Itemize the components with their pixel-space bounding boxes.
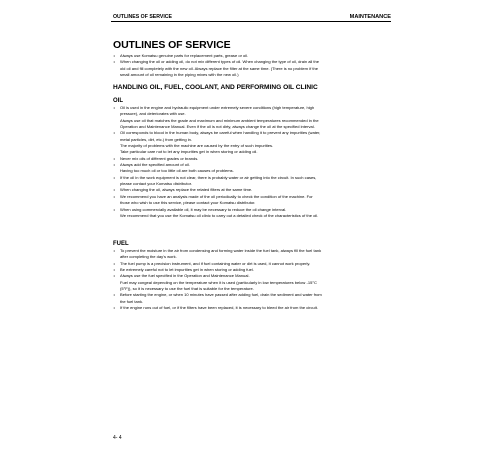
bullet-text-line: Before starting the engine, or when 10 minutes have passed after adding fuel, drain the sediment and water from <box>120 292 322 298</box>
oil-heading: OIL <box>113 98 123 104</box>
bullet-text-line: Always use the fuel specified in the Operation and Maintenance Manual. <box>120 273 250 279</box>
bullet-item <box>113 305 391 311</box>
bullet-text-line: When using commercially available oil, it may be necessary to reduce the oil change interval. <box>120 206 287 212</box>
bullet-icon: • <box>113 292 115 298</box>
fuel-heading: FUEL <box>113 241 129 247</box>
bullet-text-line: small amount of oil remaining in the piping mixes with the new oil.) <box>120 72 239 78</box>
bullet-text-line: We recommend you have an analysis made of the oil periodically to check the condition of the machine. For <box>120 193 313 199</box>
bullet-text-line: those who wish to use this service, please contact your Komatsu distributor. <box>120 200 256 206</box>
bullet-text-line: pressure), and deteriorates with use. <box>120 111 186 117</box>
bullet-text-line: If the engine runs out of fuel, or if the filters have been replaced, it is necessary to bleed the air from the circuit. <box>120 305 318 311</box>
bullet-text-line: Always use oil that matches the grade and maximum and minimum ambient temperatures recommended in the <box>120 117 319 123</box>
bullet-text-line: please contact your Komatsu distributor. <box>120 181 192 187</box>
bullet-text-line: old oil and fill completely with the new oil. Always replace the filter at the same time. (There is no problem if the <box>120 65 318 71</box>
bullet-icon: • <box>113 267 115 273</box>
bullet-item <box>113 207 391 220</box>
fuel-list <box>113 248 391 311</box>
bullet-text-line: Always use Komatsu genuine parts for replacement parts, grease or oil. <box>120 53 249 58</box>
bullet-icon: • <box>113 155 115 161</box>
bullet-item <box>113 248 391 261</box>
bullet-text-line: When changing the oil, always replace the related filters at the same time. <box>120 187 253 193</box>
bullet-icon: • <box>113 53 115 58</box>
page-number: 4- 4 <box>113 435 122 441</box>
bullet-text-line: To prevent the moisture in the air from condensing and forming water inside the fuel tank, always fill the fuel tank <box>120 248 322 253</box>
header-left: OUTLINES OF SERVICE <box>113 14 172 20</box>
bullet-text-line: after completing the day's work. <box>120 254 177 260</box>
bullet-text-line: Having too much oil or too little oil are both causes of problems. <box>120 168 234 174</box>
bullet-icon: • <box>113 248 115 253</box>
section-title: HANDLING OIL, FUEL, COOLANT, AND PERFORMING OIL CLINIC <box>113 84 318 91</box>
bullet-item <box>113 194 391 207</box>
bullet-text-line: The majority of problems with the machine are caused by the entry of such impurities. <box>120 143 274 149</box>
bullet-item <box>113 273 391 292</box>
bullet-item <box>113 130 391 155</box>
bullet-text-line: Never mix oils of different grades or brands. <box>120 155 199 161</box>
intro-list <box>113 53 391 78</box>
bullet-text-line: (5°F)), so it is necessary to use the fuel that is suitable for the temperature. <box>120 286 254 292</box>
bullet-item <box>113 292 391 305</box>
bullet-text-line: We recommend that you use the Komatsu oil clinic to carry out a detailed check of the characteristics of the oil. <box>120 212 319 218</box>
bullet-text-line: Operation and Maintenance Manual. Even if the oil is not dirty, always change the oil at the specified interval. <box>120 124 315 130</box>
bullet-icon: • <box>113 130 115 136</box>
bullet-text-line: Be extremely careful not to let impurities get in when storing or adding fuel. <box>120 267 254 273</box>
bullet-icon: • <box>113 162 115 168</box>
running-header <box>111 13 391 22</box>
bullet-icon: • <box>113 260 115 266</box>
bullet-icon: • <box>113 273 115 279</box>
page-title: OUTLINES OF SERVICE <box>113 39 231 51</box>
oil-list <box>113 105 391 219</box>
bullet-icon: • <box>113 187 115 193</box>
header-right: MAINTENANCE <box>349 14 391 20</box>
bullet-text-line: The fuel pump is a precision instrument, and if fuel containing water or dirt is used, it cannot work properly. <box>120 260 311 266</box>
bullet-icon: • <box>113 59 115 65</box>
bullet-item <box>113 59 391 78</box>
bullet-item <box>113 162 391 175</box>
bullet-item <box>113 105 391 130</box>
manual-page <box>111 13 391 443</box>
bullet-text-line: Oil corresponds to blood in the human body, always be careful when handling it to prevent any impurities (water, <box>120 130 321 136</box>
bullet-text-line: If the oil in the work equipment is not clear, there is probably water or air getting into the circuit. In such cases, <box>120 174 317 180</box>
bullet-text-line: metal particles, dirt, etc.) from getting in. <box>120 136 192 142</box>
bullet-icon: • <box>113 193 115 199</box>
bullet-text-line: Oil is used in the engine and hydraulic equipment under extremely severe conditions (high temperature, high <box>120 105 315 110</box>
bullet-icon: • <box>113 174 115 180</box>
bullet-item <box>113 175 391 188</box>
bullet-icon: • <box>113 105 115 110</box>
bullet-text-line: When changing the oil or adding oil, do not mix different types of oil. When changing the type of oil, drain all the <box>120 59 320 65</box>
bullet-text-line: the fuel tank. <box>120 298 144 304</box>
bullet-icon: • <box>113 206 115 212</box>
bullet-text-line: Fuel may congeal depending on the temperature when it is used (particularly in low temperatures below -15°C <box>120 279 317 285</box>
bullet-icon: • <box>113 305 115 311</box>
bullet-text-line: Always add the specified amount of oil. <box>120 162 190 168</box>
bullet-text-line: Take particular care not to let any impurities get in when storing or adding oil. <box>120 149 258 155</box>
